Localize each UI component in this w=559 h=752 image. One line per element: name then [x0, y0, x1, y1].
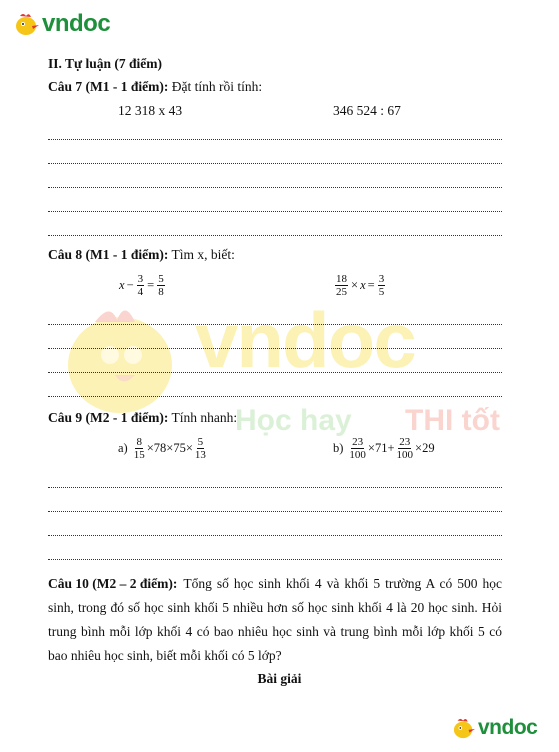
denominator: 25: [336, 286, 347, 298]
q9-heading: [48, 410, 237, 426]
q10-paragraph: [48, 572, 502, 668]
numerator: 8: [136, 436, 142, 448]
item-prefix: b): [333, 441, 344, 455]
answer-line: [48, 211, 502, 212]
q8-equation-1: [119, 273, 166, 298]
answer-line: [48, 163, 502, 164]
q8-heading: [48, 247, 235, 263]
expression-tail: ×29: [415, 441, 435, 455]
fraction: [137, 273, 145, 298]
fraction: [335, 273, 348, 298]
header-logo-text: vndoc: [42, 10, 111, 37]
watermark-slogan-2: THI tốt: [405, 404, 500, 437]
answer-line: [48, 511, 502, 512]
solution-title: Bài giải: [257, 671, 302, 686]
footer-logo-text: vndoc: [478, 716, 538, 739]
section-title: II. Tự luận (7 điểm): [48, 56, 162, 71]
expression-middle: ×71+: [367, 441, 395, 455]
numerator: 5: [197, 436, 204, 448]
operator: =: [367, 278, 375, 292]
numerator: 23: [352, 436, 364, 448]
rooster-logo-icon: [452, 717, 476, 739]
fraction: [194, 436, 207, 461]
numerator: 3: [137, 273, 144, 285]
numerator: 18: [336, 273, 347, 285]
numerator: 3: [378, 273, 385, 285]
q9-expression-a: [118, 436, 208, 461]
q10-text-1: Tổng số học sinh khối 4 và khối 5 trường A có 500 học: [183, 576, 502, 591]
numerator: 23: [399, 436, 411, 448]
watermark-slogan-1: Học hay: [235, 404, 352, 437]
answer-line: [48, 535, 502, 536]
item-prefix: a): [118, 441, 128, 455]
numerator: 5: [158, 273, 164, 285]
q10-label: Câu 10 (M2 – 2 điểm):: [48, 576, 178, 591]
denominator: 15: [133, 449, 145, 461]
fraction: [396, 436, 415, 461]
q9-prompt: Tính nhanh:: [171, 410, 238, 425]
q8-label: Câu 8 (M1 - 1 điểm):: [48, 247, 169, 262]
q9-expression-b: [333, 436, 435, 461]
operator: −: [126, 278, 134, 292]
q7-label: Câu 7 (M1 - 1 điểm):: [48, 79, 169, 94]
q7-prompt: Đặt tính rồi tính:: [171, 79, 263, 94]
rooster-logo-icon: [14, 12, 40, 36]
fraction: [348, 436, 367, 461]
header-logo: [14, 10, 110, 38]
answer-line: [48, 487, 502, 488]
q8-equation-2: [334, 273, 386, 298]
answer-line: [48, 324, 502, 325]
denominator: 100: [396, 449, 414, 461]
q8-prompt: Tìm x, biết:: [171, 247, 235, 262]
answer-line: [48, 187, 502, 188]
mascot-icon: [55, 300, 185, 420]
footer-logo: [452, 716, 537, 740]
q10-text-2: sinh, trong đó số học sinh khối 5 nhiều hơn số học sinh khối 4 là 20 học sinh. Hỏi: [48, 600, 502, 615]
q7-expression-a: 12 318 x 43: [118, 103, 183, 118]
answer-line: [48, 139, 502, 140]
watermark: [55, 296, 515, 450]
q9-label: Câu 9 (M2 - 1 điểm):: [48, 410, 169, 425]
denominator: 5: [378, 286, 385, 298]
watermark-brand: vndoc: [195, 296, 415, 384]
q10-text-4: bao nhiêu học sinh, biết mỗi khối có 5 lớp?: [48, 648, 282, 663]
operator: =: [147, 278, 155, 292]
fraction: [133, 436, 146, 461]
answer-line: [48, 396, 502, 397]
fraction: [157, 273, 165, 298]
fraction: [378, 273, 386, 298]
q7-heading: [48, 79, 262, 95]
denominator: 4: [137, 286, 144, 298]
denominator: 100: [349, 449, 366, 461]
answer-line: [48, 372, 502, 373]
q7-expression-b: 346 524 : 67: [333, 103, 401, 118]
variable-x: x: [360, 278, 366, 292]
denominator: 13: [194, 449, 206, 461]
operator: ×: [351, 278, 359, 292]
denominator: 8: [158, 286, 164, 298]
answer-line: [48, 559, 502, 560]
answer-line: [48, 348, 502, 349]
q10-text-3: trung bình mỗi lớp khối 4 có bao nhiêu học sinh và trung bình mỗi lớp khối 5 có: [48, 624, 502, 639]
expression-middle: ×78×75×: [146, 441, 193, 455]
variable-x: x: [119, 278, 125, 292]
q10-line-1: [48, 572, 502, 596]
answer-line: [48, 235, 502, 236]
